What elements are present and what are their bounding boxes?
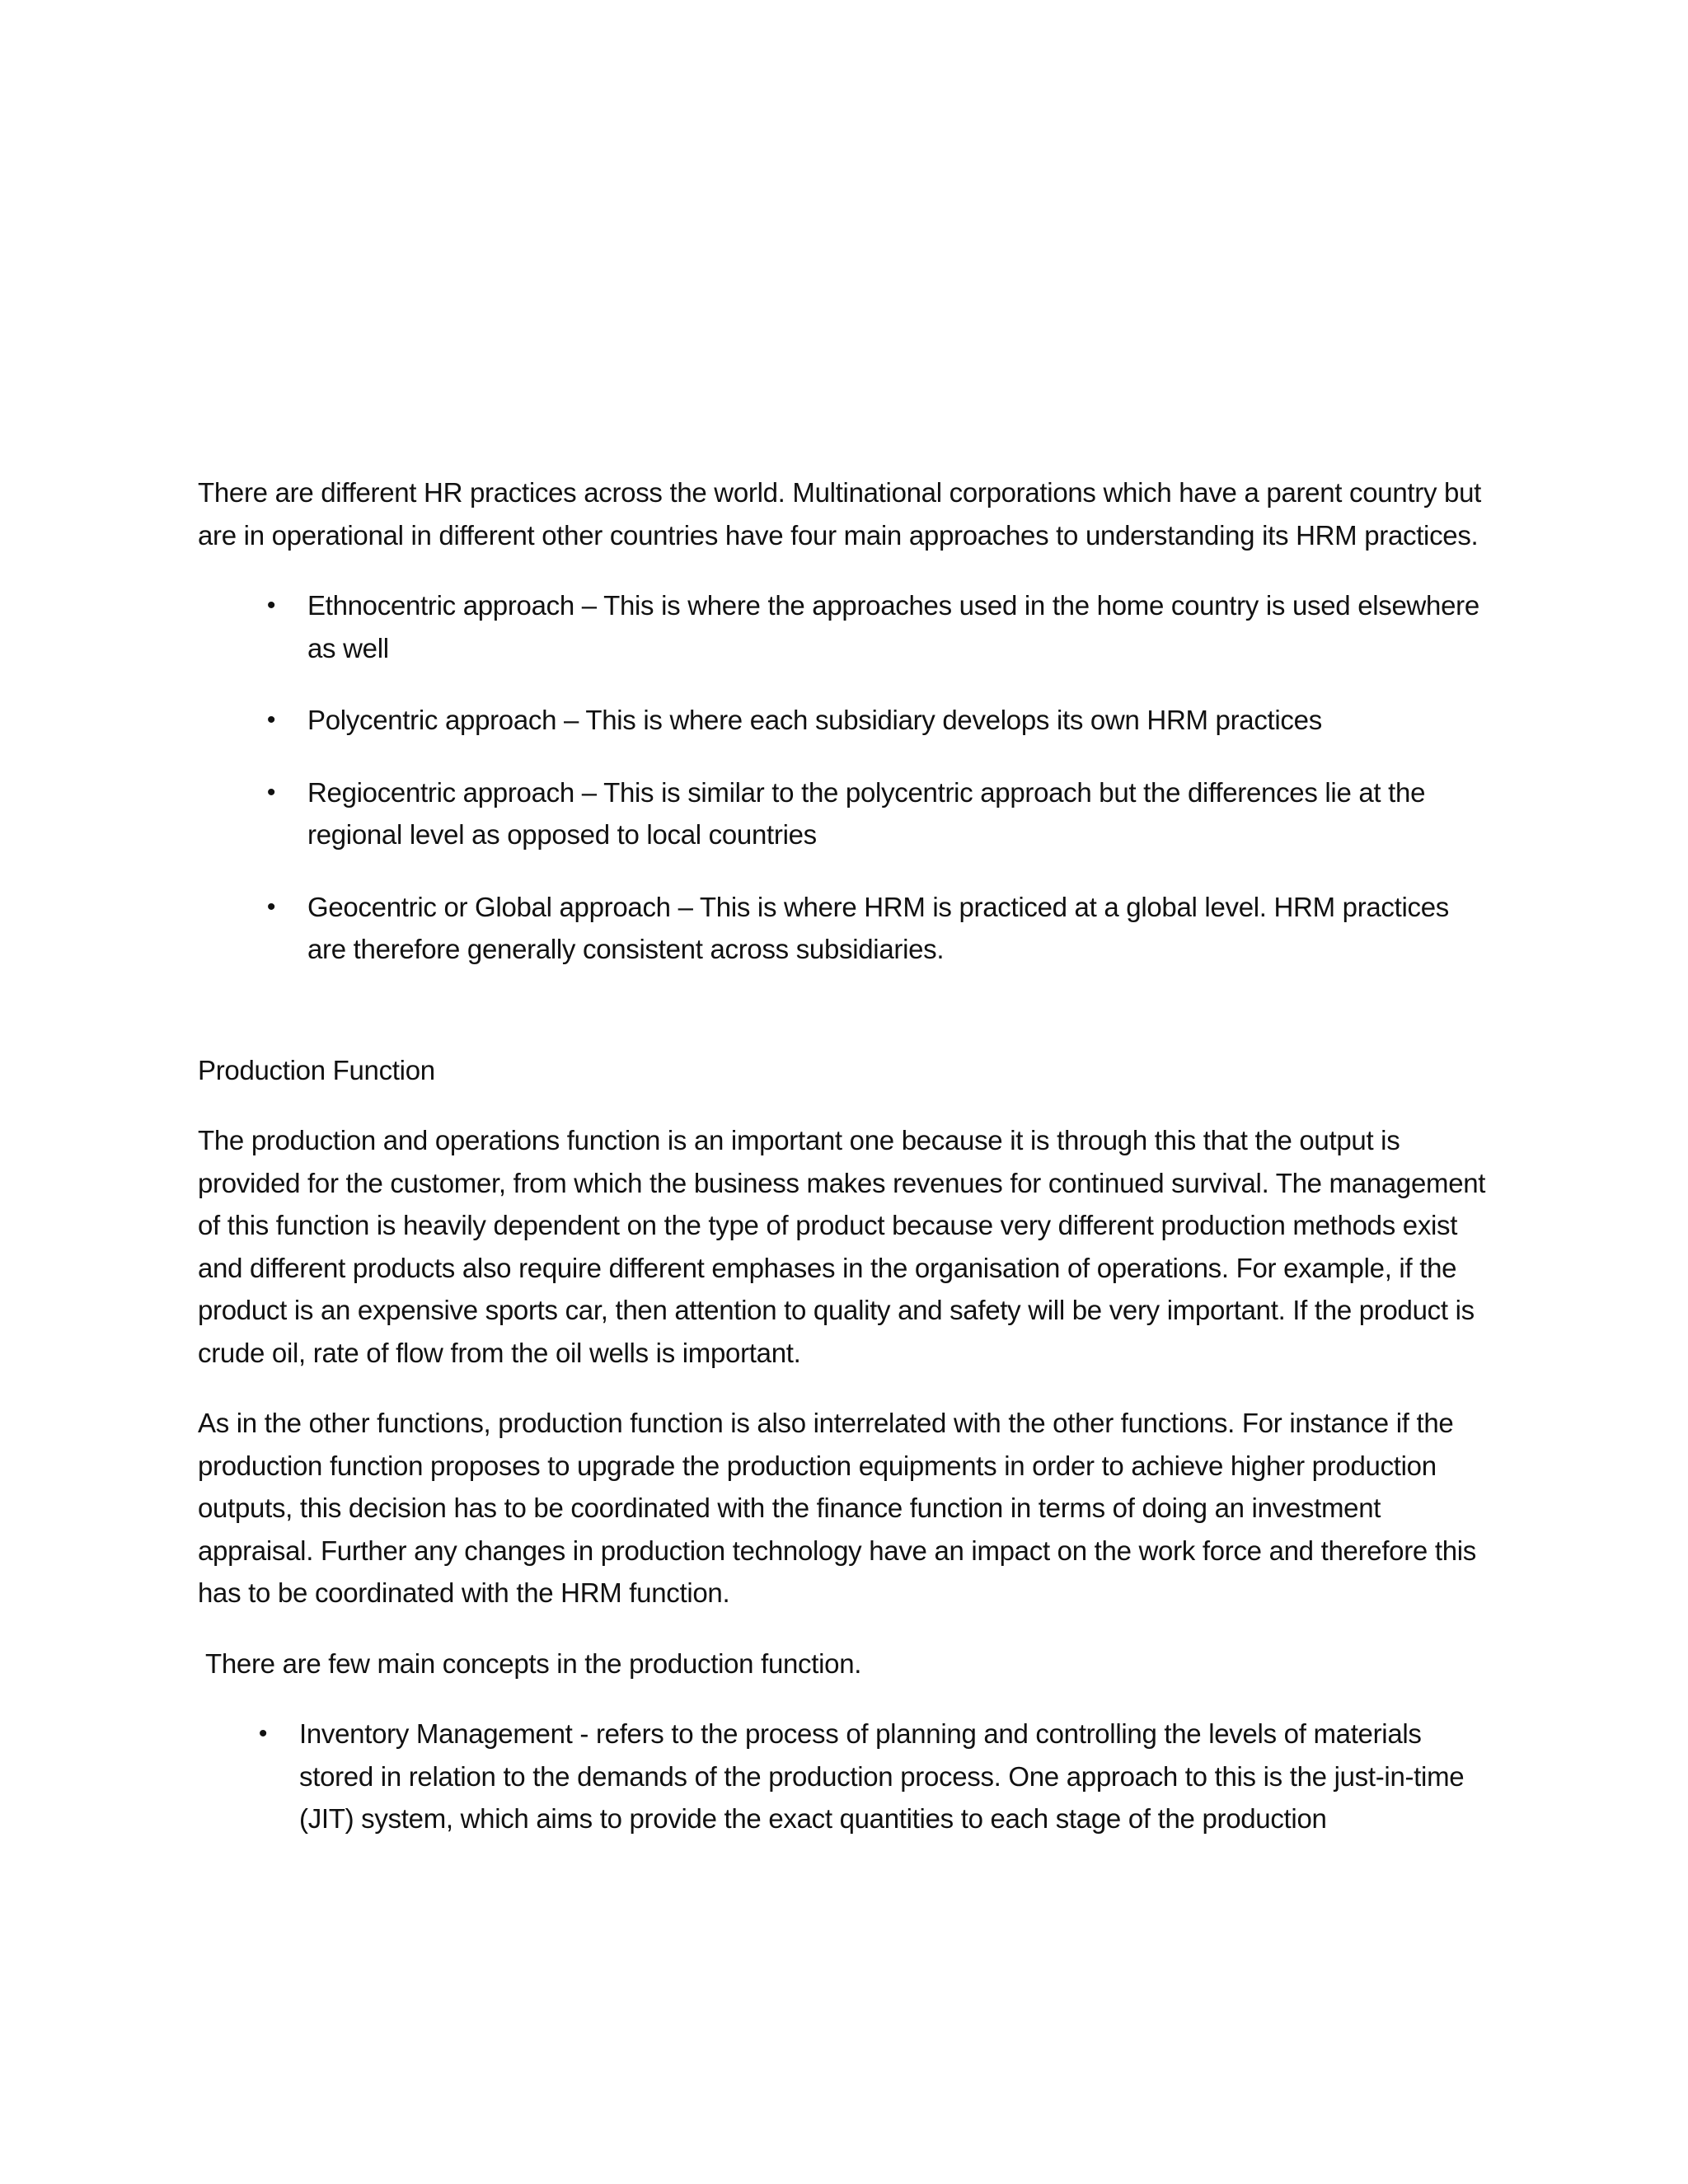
concept-inventory-management: Inventory Management - refers to the process of planning and controlling the levels of materials stored in relation to the demands of the production process. One approach to this is the just-in-time (JIT) system, which aims to provide the exact quantities to each stage of the production bbox=[299, 1718, 1465, 1834]
production-paragraph-1: The production and operations function is an important one because it is through this that the output is provided for the customer, from which the business makes revenues for continued survival. The management of this function is heavily dependent on the type of product because very different production methods exist and different products also require different emphases in the organisation of operations. For example, if the product is an expensive sports car, then attention to quality and safety will be very important. If the product is crude oil, rate of flow from the oil wells is important. bbox=[198, 1125, 1486, 1368]
concepts-intro: There are few main concepts in the production function. bbox=[205, 1647, 862, 1679]
bullet-icon: • bbox=[266, 592, 276, 619]
list-item bbox=[198, 584, 1492, 669]
list-item bbox=[198, 1713, 1492, 1840]
list-item bbox=[198, 771, 1492, 856]
approaches-list bbox=[198, 584, 1492, 971]
list-item bbox=[198, 886, 1492, 971]
bullet-icon: • bbox=[258, 1720, 268, 1747]
bullet-icon: • bbox=[266, 893, 276, 921]
approach-polycentric: Polycentric approach – This is where each subsidiary develops its own HRM practices bbox=[307, 705, 1322, 735]
document-body bbox=[198, 471, 1492, 1868]
approach-ethnocentric: Ethnocentric approach – This is where the approaches used in the home country is used elsewhere as well bbox=[307, 590, 1479, 663]
approach-geocentric: Geocentric or Global approach – This is where HRM is practiced at a global level. HRM practices are therefore generally consistent across subsidiaries. bbox=[307, 891, 1449, 964]
list-item bbox=[198, 699, 1492, 742]
intro-paragraph: There are different HR practices across the world. Multinational corporations which have a parent country but are in operational in different other countries have four main approaches to understanding its HRM practices. bbox=[198, 477, 1481, 551]
bullet-icon: • bbox=[266, 778, 276, 806]
bullet-icon: • bbox=[266, 706, 276, 733]
section-heading: Production Function bbox=[198, 1054, 435, 1085]
concepts-list bbox=[198, 1713, 1492, 1840]
production-paragraph-2: As in the other functions, production function is also interrelated with the other functions. For instance if the production function proposes to upgrade the production equipments in order to achieve higher production outputs, this decision has to be coordinated with the finance function in terms of doing an investment appraisal. Further any changes in production technology have an impact on the work force and therefore this has to be coordinated with the HRM function. bbox=[198, 1408, 1476, 1608]
approach-regiocentric: Regiocentric approach – This is similar to the polycentric approach but the differences lie at the regional level as opposed to local countries bbox=[307, 776, 1426, 850]
